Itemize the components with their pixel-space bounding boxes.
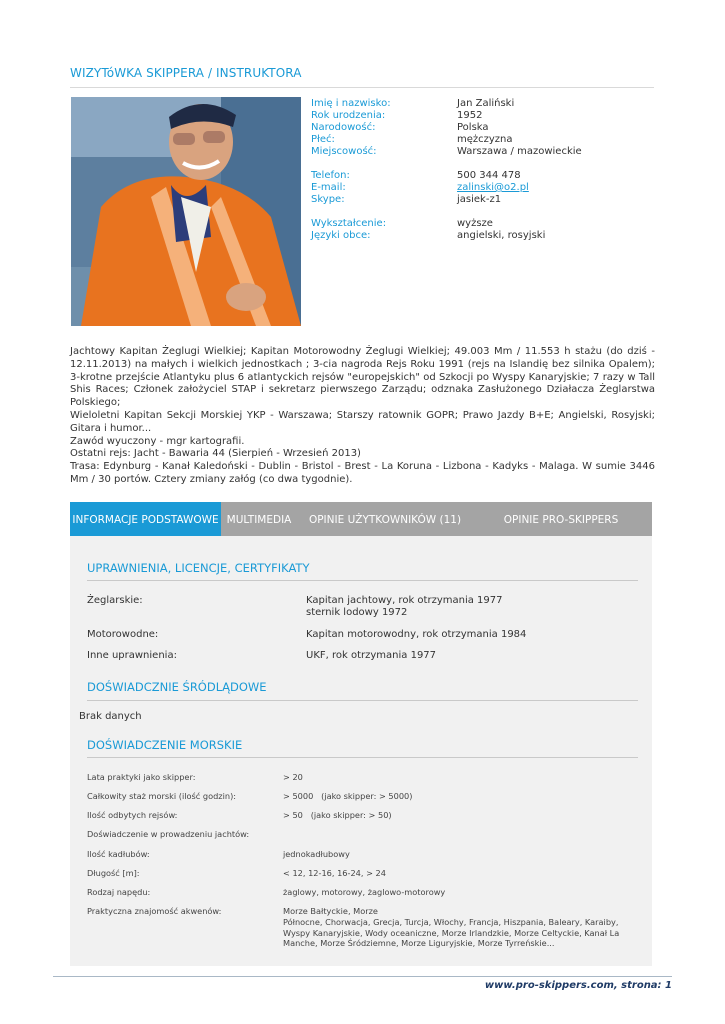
sailing-license-label: Żeglarskie: [87,595,143,606]
sailing-license-value: Kapitan jachtowy, rok otrzymania 1977 [306,595,503,606]
gender-label: Płeć: [311,134,335,145]
name-value: Jan Zaliński [457,98,515,109]
length-label: Długość [m]: [87,868,140,878]
email-label: E-mail: [311,182,346,193]
languages-value: angielski, rosyjski [457,230,546,241]
propulsion-value: żaglowy, motorowy, żaglowo-motorowy [283,887,446,897]
waters-label: Praktyczna znajomość akwenów: [87,906,222,916]
other-license-label: Inne uprawnienia: [87,650,177,661]
languages-label: Języki obce: [311,230,371,241]
bio-paragraph: Zawód wyuczony - mgr kartografii. [70,435,245,447]
skipper-years-label: Lata praktyki jako skipper: [87,772,196,782]
nationality-value: Polska [457,122,489,133]
birth-year-label: Rok urodzenia: [311,110,386,121]
footer-text: www.pro-skippers.com, strona: 1 [484,980,672,991]
waters-value-2: Północne, Chorwacja, Grecja, Turcja, Włochy, Francja, Hiszpania, Baleary, Karaiby, Wyspy Kanaryjskie, Wody oceaniczne, Morze Irlandzkie, Morze Celtyckie, Kanał La Manche, Morze Śródziemne, Morze Liguryjskie, Morze Tyrreńskie... [283,917,620,948]
name-label: Imię i nazwisko: [311,98,391,109]
licenses-section-title: UPRAWNIENIA, LICENCJE, CERTYFIKATY [87,561,310,575]
inland-section-title: DOŚWIADCZNIE ŚRÓDLĄDOWE [87,680,267,694]
city-label: Miejscowość: [311,146,377,157]
gender-value: mężczyzna [457,134,513,145]
bio-paragraph: Wieloletni Kapitan Sekcji Morskiej YKP - Warszawa; Starszy ratownik GOPR; Prawo Jazdy B+E; Angielski, Rosyjski; Gitara i humor... [70,409,655,434]
skype-label: Skype: [311,194,345,205]
motorboat-license-value: Kapitan motorowodny, rok otrzymania 1984 [306,629,527,640]
tab-pro-skippers-reviews[interactable]: OPINIE PRO-SKIPPERS [503,514,619,526]
tab-multimedia[interactable]: MULTIMEDIA [226,514,292,526]
tab-user-reviews[interactable]: OPINIE UŻYTKOWNIKÓW (11) [308,514,462,526]
sea-section-title: DOŚWIADCZENIE MORSKIE [87,738,243,752]
birth-year-value: 1952 [457,110,483,121]
waters-value: Morze Bałtyckie, Morze [283,906,378,916]
total-hours-value: > 5000 (jako skipper: > 5000) [283,791,413,801]
phone-value: 500 344 478 [457,170,521,181]
city-value: Warszawa / mazowieckie [457,146,582,157]
tab-bar [70,502,652,536]
hulls-label: Ilość kadłubów: [87,849,150,859]
hulls-value: jednokadłubowy [283,849,350,859]
licenses-divider [87,580,638,581]
bio-paragraph: Jachtowy Kapitan Żeglugi Wielkiej; Kapitan Motorowodny Żeglugi Wielkiej; 49.003 Mm / 11.553 h stażu (do dziś - 12.11.2013) na małych i wielkich jednostkach ; 3-cia nagroda Rejs Roku 1991 (rejs na Islandię bez silnika Opalem); 3-krotne przejście Atlantyku plus 6 atlantyckich rejsów "europejskich" od Szkocji po Wyspy Kanaryjskie; 7 razy w Tall Shis Races; Członek założyciel STAP i sekretarz pierwszego Zarządu; odznaka Zasłużonego Działacza Żeglarstwa Polskiego; [70,346,655,409]
footer-divider [53,976,672,977]
propulsion-label: Rodzaj napędu: [87,887,151,897]
yacht-experience-label: Doświadczenie w prowadzeniu jachtów: [87,829,250,839]
cruises-count-label: Ilość odbytych rejsów: [87,810,178,820]
cruises-count-value: > 50 (jako skipper: > 50) [283,810,392,820]
inland-no-data: Brak danych [79,711,142,722]
length-value: < 12, 12-16, 16-24, > 24 [283,868,386,878]
education-value: wyższe [457,218,493,229]
phone-label: Telefon: [311,170,350,181]
nationality-label: Narodowość: [311,122,376,133]
bio-text [70,346,655,487]
total-hours-label: Całkowity staż morski (ilość godzin): [87,791,237,801]
page-title: WIZYTóWKA SKIPPERA / INSTRUKTORA [70,66,302,80]
education-label: Wykształcenie: [311,218,387,229]
sailing-license-value-2: sternik lodowy 1972 [306,607,408,618]
bio-paragraph: Ostatni rejs: Jacht - Bawaria 44 (Sierpień - Wrzesień 2013) [70,448,361,460]
bio-paragraph: Trasa: Edynburg - Kanał Kaledoński - Dublin - Bristol - Brest - La Koruna - Lizbona - Kadyks - Malaga. W sumie 3446 Mm / 30 portów. Cztery zmiany załóg (co dwa tygodnie). [70,461,655,485]
email-link[interactable]: zalinski@o2.pl [457,182,529,193]
skype-value: jasiek-z1 [457,194,502,205]
inland-divider [87,700,638,701]
sea-divider [87,757,638,758]
skipper-years-value: > 20 [283,772,303,782]
motorboat-license-label: Motorowodne: [87,629,159,640]
skipper-photo [71,97,301,326]
other-license-value: UKF, rok otrzymania 1977 [306,650,437,661]
title-divider [70,87,654,88]
tab-basic-info[interactable]: INFORMACJE PODSTAWOWE [70,502,221,536]
